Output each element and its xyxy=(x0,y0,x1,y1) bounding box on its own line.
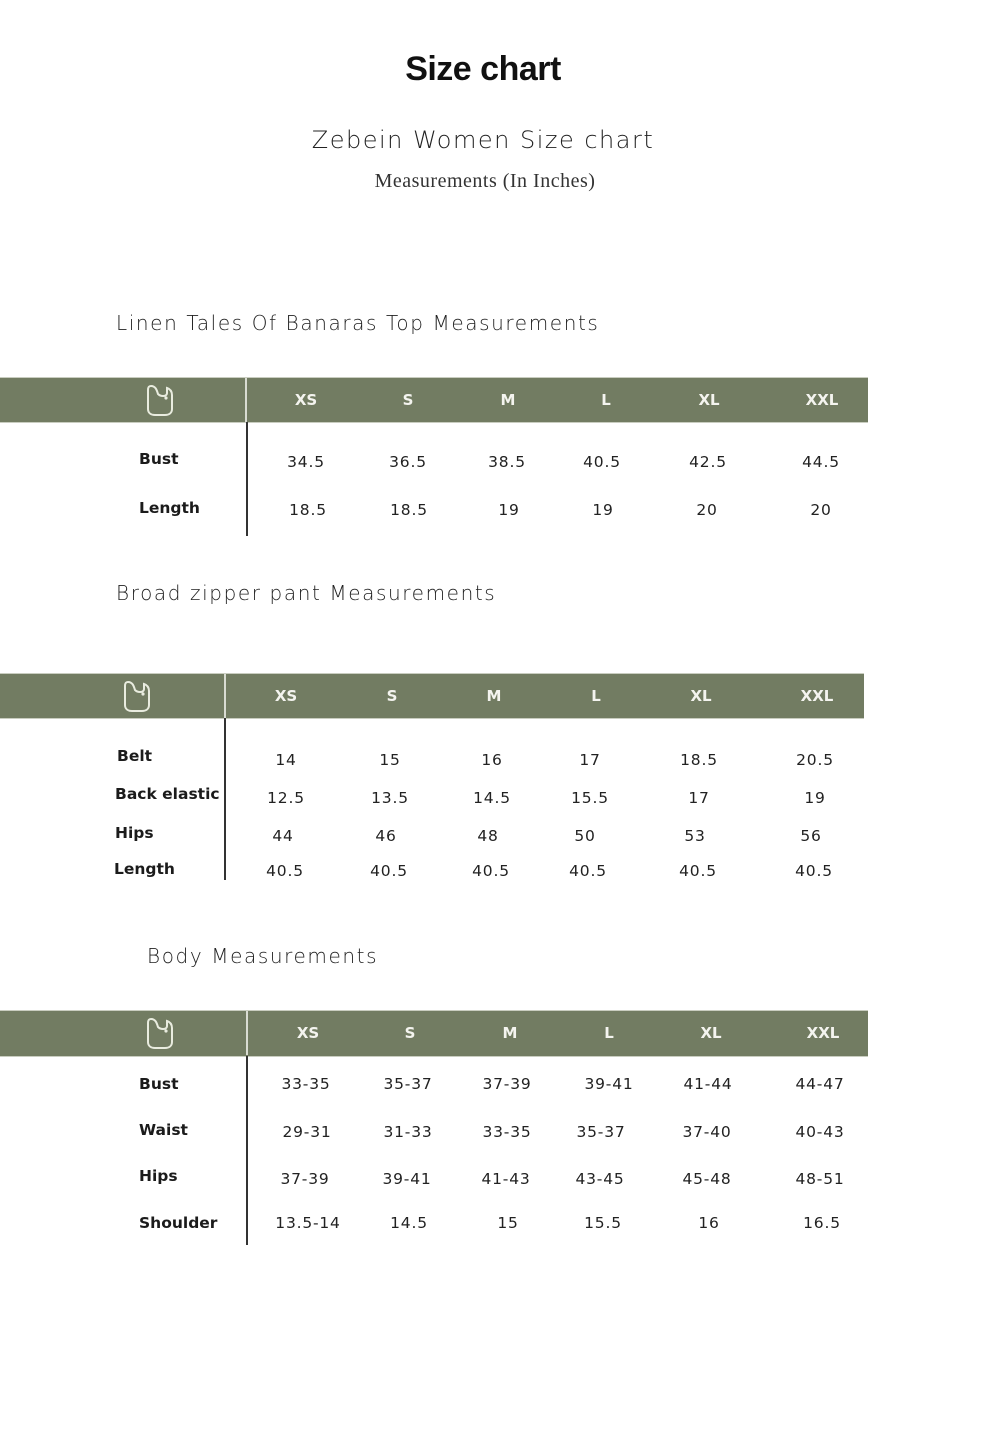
cell: 15 xyxy=(379,751,401,769)
cell: 40.5 xyxy=(266,862,304,880)
cell: 29-31 xyxy=(282,1123,332,1141)
measuring-tape-icon xyxy=(146,1016,174,1050)
table-header xyxy=(0,673,864,719)
cell: 12.5 xyxy=(267,789,305,807)
cell: 44-47 xyxy=(795,1075,845,1093)
size-col-s: S xyxy=(386,687,398,705)
table-header xyxy=(0,377,868,423)
page-subtitle: Zebein Women Size chart xyxy=(311,126,655,154)
section-title: Broad zipper pant Measurements xyxy=(116,581,497,605)
cell: 48-51 xyxy=(795,1170,845,1188)
size-col-l: L xyxy=(601,391,611,409)
cell: 16.5 xyxy=(803,1214,841,1232)
cell: 37-39 xyxy=(482,1075,532,1093)
cell: 48 xyxy=(477,827,499,845)
cell: 20.5 xyxy=(796,751,834,769)
size-col-xl: XL xyxy=(690,687,712,705)
cell: 41-44 xyxy=(683,1075,733,1093)
row-label: Length xyxy=(139,499,200,517)
cell: 19 xyxy=(592,501,614,519)
cell: 31-33 xyxy=(383,1123,433,1141)
row-label: Hips xyxy=(139,1167,178,1185)
size-col-xl: XL xyxy=(700,1024,722,1042)
table-header xyxy=(0,1010,868,1057)
section-title: Linen Tales Of Banaras Top Measurements xyxy=(116,311,600,335)
size-col-xxl: XXL xyxy=(800,687,834,705)
size-col-xxl: XXL xyxy=(805,391,839,409)
cell: 15 xyxy=(497,1214,519,1232)
size-col-s: S xyxy=(402,391,414,409)
cell: 34.5 xyxy=(287,453,325,471)
cell: 44 xyxy=(272,827,294,845)
size-col-l: L xyxy=(591,687,601,705)
cell: 13.5 xyxy=(371,789,409,807)
row-label: Back elastic xyxy=(115,785,220,803)
measuring-tape-icon xyxy=(146,383,174,417)
cell: 40.5 xyxy=(472,862,510,880)
cell: 13.5-14 xyxy=(275,1214,341,1232)
cell: 45-48 xyxy=(682,1170,732,1188)
size-col-xs: XS xyxy=(296,1024,320,1042)
cell: 14 xyxy=(275,751,297,769)
cell: 50 xyxy=(574,827,596,845)
cell: 53 xyxy=(684,827,706,845)
cell: 17 xyxy=(579,751,601,769)
cell: 40.5 xyxy=(679,862,717,880)
size-col-xs: XS xyxy=(274,687,298,705)
cell: 42.5 xyxy=(689,453,727,471)
size-col-xl: XL xyxy=(698,391,720,409)
column-divider xyxy=(246,422,248,536)
cell: 19 xyxy=(804,789,826,807)
row-label: Belt xyxy=(117,747,153,765)
row-label: Waist xyxy=(139,1121,188,1139)
section-title: Body Measurements xyxy=(147,944,379,968)
row-label: Bust xyxy=(139,450,179,468)
page-title: Size chart xyxy=(405,50,561,88)
cell: 15.5 xyxy=(571,789,609,807)
row-label: Length xyxy=(114,860,175,878)
cell: 39-41 xyxy=(382,1170,432,1188)
cell: 40-43 xyxy=(795,1123,845,1141)
measuring-tape-icon xyxy=(123,679,151,713)
row-label: Shoulder xyxy=(139,1214,218,1232)
size-col-l: L xyxy=(604,1024,614,1042)
cell: 56 xyxy=(800,827,822,845)
column-divider xyxy=(224,718,226,880)
size-col-xxl: XXL xyxy=(806,1024,840,1042)
cell: 19 xyxy=(498,501,520,519)
size-col-m: M xyxy=(500,391,516,409)
cell: 40.5 xyxy=(583,453,621,471)
cell: 35-37 xyxy=(576,1123,626,1141)
cell: 18.5 xyxy=(289,501,327,519)
column-divider xyxy=(246,1056,248,1245)
cell: 35-37 xyxy=(383,1075,433,1093)
cell: 38.5 xyxy=(488,453,526,471)
cell: 16 xyxy=(698,1214,720,1232)
cell: 37-39 xyxy=(280,1170,330,1188)
cell: 36.5 xyxy=(389,453,427,471)
cell: 14.5 xyxy=(390,1214,428,1232)
cell: 20 xyxy=(696,501,718,519)
size-col-m: M xyxy=(486,687,502,705)
cell: 43-45 xyxy=(575,1170,625,1188)
cell: 14.5 xyxy=(473,789,511,807)
cell: 40.5 xyxy=(569,862,607,880)
row-label: Bust xyxy=(139,1075,179,1093)
cell: 20 xyxy=(810,501,832,519)
header-divider xyxy=(246,1011,248,1055)
header-divider xyxy=(245,378,247,422)
cell: 40.5 xyxy=(795,862,833,880)
cell: 41-43 xyxy=(481,1170,531,1188)
cell: 18.5 xyxy=(390,501,428,519)
cell: 15.5 xyxy=(584,1214,622,1232)
row-label: Hips xyxy=(115,824,154,842)
cell: 44.5 xyxy=(802,453,840,471)
cell: 33-35 xyxy=(281,1075,331,1093)
size-col-m: M xyxy=(502,1024,518,1042)
cell: 39-41 xyxy=(584,1075,634,1093)
size-col-xs: XS xyxy=(294,391,318,409)
header-divider xyxy=(224,674,226,718)
cell: 37-40 xyxy=(682,1123,732,1141)
cell: 16 xyxy=(481,751,503,769)
cell: 33-35 xyxy=(482,1123,532,1141)
cell: 40.5 xyxy=(370,862,408,880)
cell: 17 xyxy=(688,789,710,807)
cell: 18.5 xyxy=(680,751,718,769)
cell: 46 xyxy=(375,827,397,845)
size-col-s: S xyxy=(404,1024,416,1042)
units-note: Measurements (In Inches) xyxy=(374,170,596,192)
